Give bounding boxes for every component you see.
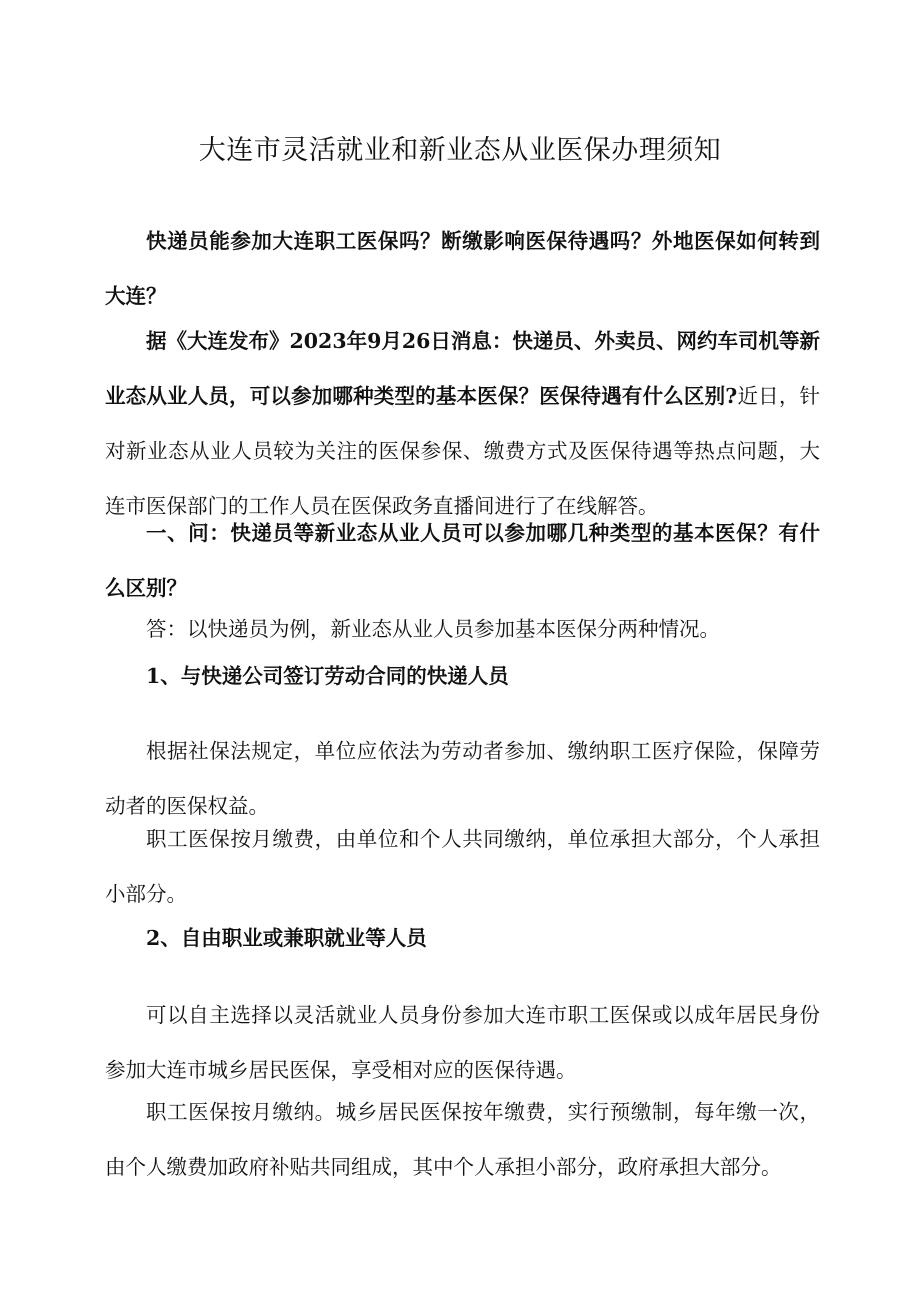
section-1-paragraph-1: 根据社保法规定，单位应依法为劳动者参加、缴纳职工医疗保险，保障劳动者的医保权益。 bbox=[105, 739, 820, 818]
section-1-heading: 1、与快递公司签订劳动合同的快递人员 bbox=[146, 664, 509, 688]
section-2-paragraph-2: 职工医保按月缴纳。城乡居民医保按年缴费，实行预缴制，每年缴一次，由个人缴费加政府补贴共同组成，其中个人承担小部分，政府承担大部分。 bbox=[105, 1100, 820, 1179]
intro-paragraph bbox=[105, 314, 820, 534]
document-title: 大连市灵活就业和新业态从业医保办理须知 bbox=[198, 135, 722, 166]
intro-regular-text: 近日，针对新业态从业人员较为关注的医保参保、缴费方式及医保待遇等热点问题，大连市医保部门的工作人员在医保政务直播间进行了在线解答。 bbox=[105, 384, 821, 518]
intro-bold-text: 据《大连发布》2023年9月26日消息：快递员、外卖员、网约车司机等新业态从业人员，可以参加哪种类型的基本医保？医保待遇有什么区别? bbox=[105, 329, 820, 408]
answer-one-paragraph: 答：以快递员为例，新业态从业人员参加基本医保分两种情况。 bbox=[146, 617, 720, 641]
lead-question-paragraph: 快递员能参加大连职工医保吗？断缴影响医保待遇吗？外地医保如何转到大连？ bbox=[105, 229, 820, 308]
section-2-paragraph-1: 可以自主选择以灵活就业人员身份参加大连市职工医保或以成年居民身份参加大连市城乡居民医保，享受相对应的医保待遇。 bbox=[105, 1003, 820, 1082]
question-one-heading: 一、问：快递员等新业态从业人员可以参加哪几种类型的基本医保？有什么区别？ bbox=[105, 521, 820, 600]
section-1-paragraph-2: 职工医保按月缴费，由单位和个人共同缴纳，单位承担大部分，个人承担小部分。 bbox=[105, 827, 820, 906]
section-2-heading: 2、自由职业或兼职就业等人员 bbox=[146, 926, 427, 950]
